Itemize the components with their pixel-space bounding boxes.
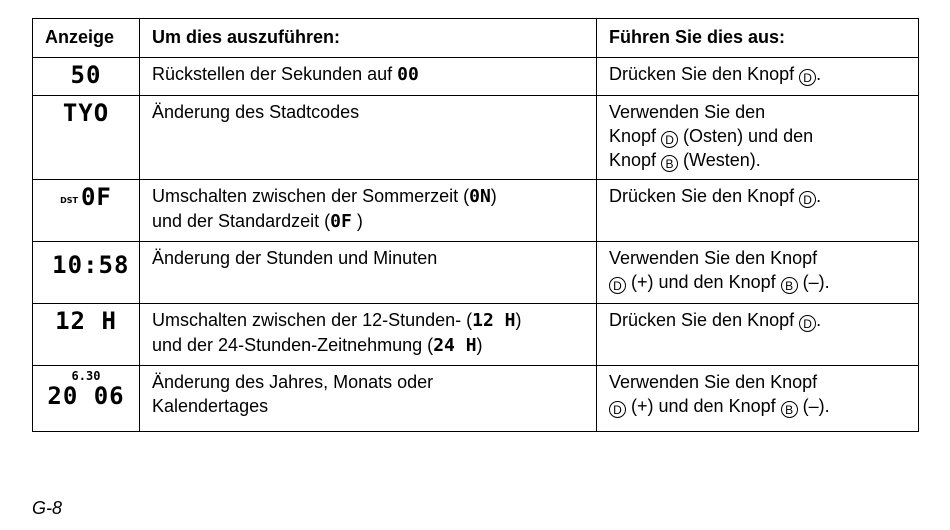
- action-text: und der Standardzeit (: [152, 211, 331, 231]
- display-cell: [33, 96, 140, 180]
- do-text-end: .: [816, 310, 822, 330]
- circled-letter-b-icon: B: [781, 277, 798, 294]
- display-cell: [33, 366, 140, 432]
- do-text: (Osten) und den: [678, 126, 814, 146]
- do-text: (+) und den Knopf: [626, 272, 781, 292]
- do-text: (Westen).: [678, 150, 761, 170]
- table-row: [33, 58, 919, 96]
- lcd-display: 12 H: [55, 307, 117, 335]
- action-cell: [140, 96, 597, 180]
- lcd-display: TYO: [62, 99, 110, 127]
- circled-letter-b-icon: B: [661, 155, 678, 172]
- header-do-this: Führen Sie dies aus:: [597, 19, 919, 58]
- do-cell: [597, 180, 919, 242]
- circled-letter-d-icon: D: [799, 69, 816, 86]
- do-text-end: .: [816, 186, 822, 206]
- lcd-year-value: 20 06: [47, 382, 125, 410]
- action-text: und der 24-Stunden-Zeitnehmung (: [152, 335, 434, 355]
- header-display: Anzeige: [33, 19, 140, 58]
- action-text: Kalendertages: [152, 396, 269, 416]
- lcd-date-value: 6.30: [71, 369, 101, 383]
- table-row: [33, 96, 919, 180]
- action-cell: [140, 304, 597, 366]
- lcd-display: [60, 184, 112, 214]
- do-text-end: .: [816, 64, 822, 84]
- action-text: ): [490, 186, 497, 206]
- do-text: (+) und den Knopf: [626, 396, 781, 416]
- lcd-inline-value: 12 H: [472, 310, 516, 331]
- action-text: Rückstellen der Sekunden auf: [152, 64, 398, 84]
- action-text: ): [476, 335, 483, 355]
- action-cell: [140, 58, 597, 96]
- do-cell: [597, 242, 919, 304]
- display-cell: [33, 180, 140, 242]
- do-text: Verwenden Sie den Knopf: [609, 372, 818, 392]
- dst-indicator: DST: [60, 196, 78, 205]
- circled-letter-b-icon: B: [781, 401, 798, 418]
- do-cell: [597, 58, 919, 96]
- action-text: Änderung des Jahres, Monats oder: [152, 372, 434, 392]
- header-action: Um dies auszuführen:: [140, 19, 597, 58]
- action-cell: [140, 366, 597, 432]
- display-cell: [33, 242, 140, 304]
- table-row: [33, 242, 919, 304]
- do-text: (–).: [797, 396, 830, 416]
- do-text: Verwenden Sie den Knopf: [609, 248, 818, 268]
- pm-indicator: [43, 254, 51, 264]
- table-row: [33, 366, 919, 432]
- lcd-inline-value: 0N: [469, 186, 491, 207]
- page-number: G-8: [32, 498, 63, 518]
- do-text: Drücken Sie den Knopf: [609, 186, 800, 206]
- do-text: Drücken Sie den Knopf: [609, 310, 800, 330]
- action-cell: [140, 180, 597, 242]
- circled-letter-d-icon: D: [661, 131, 678, 148]
- display-cell: [33, 304, 140, 366]
- display-cell: [33, 58, 140, 96]
- do-text: (–).: [797, 272, 830, 292]
- circled-letter-d-icon: D: [799, 191, 816, 208]
- lcd-value: 10:58: [52, 251, 130, 279]
- do-text: Verwenden Sie den: [609, 102, 766, 122]
- table-header-row: [33, 19, 919, 58]
- circled-letter-d-icon: D: [609, 401, 626, 418]
- do-cell: [597, 366, 919, 432]
- do-text: Drücken Sie den Knopf: [609, 64, 800, 84]
- action-text: Änderung des Stadtcodes: [152, 102, 360, 122]
- lcd-value: 0F: [80, 183, 112, 211]
- lcd-display: 50: [70, 61, 102, 89]
- action-text: Änderung der Stunden und Minuten: [152, 248, 438, 268]
- table-row: [33, 180, 919, 242]
- do-text: Knopf: [609, 150, 662, 170]
- table-row: [33, 304, 919, 366]
- circled-letter-d-icon: D: [799, 315, 816, 332]
- action-text: ): [515, 310, 522, 330]
- do-cell: [597, 96, 919, 180]
- lcd-inline-value: 24 H: [433, 335, 477, 356]
- do-cell: [597, 304, 919, 366]
- circled-letter-d-icon: D: [609, 277, 626, 294]
- do-text: Knopf: [609, 126, 662, 146]
- lcd-inline-value: 00: [397, 64, 419, 85]
- action-text: Umschalten zwischen der Sommerzeit (: [152, 186, 470, 206]
- function-table: [32, 18, 919, 432]
- lcd-display: [47, 370, 124, 409]
- lcd-inline-value: 0F: [330, 211, 352, 232]
- action-text: Umschalten zwischen der 12-Stunden- (: [152, 310, 473, 330]
- action-text: ): [351, 211, 363, 231]
- action-cell: [140, 242, 597, 304]
- lcd-display: [43, 246, 130, 278]
